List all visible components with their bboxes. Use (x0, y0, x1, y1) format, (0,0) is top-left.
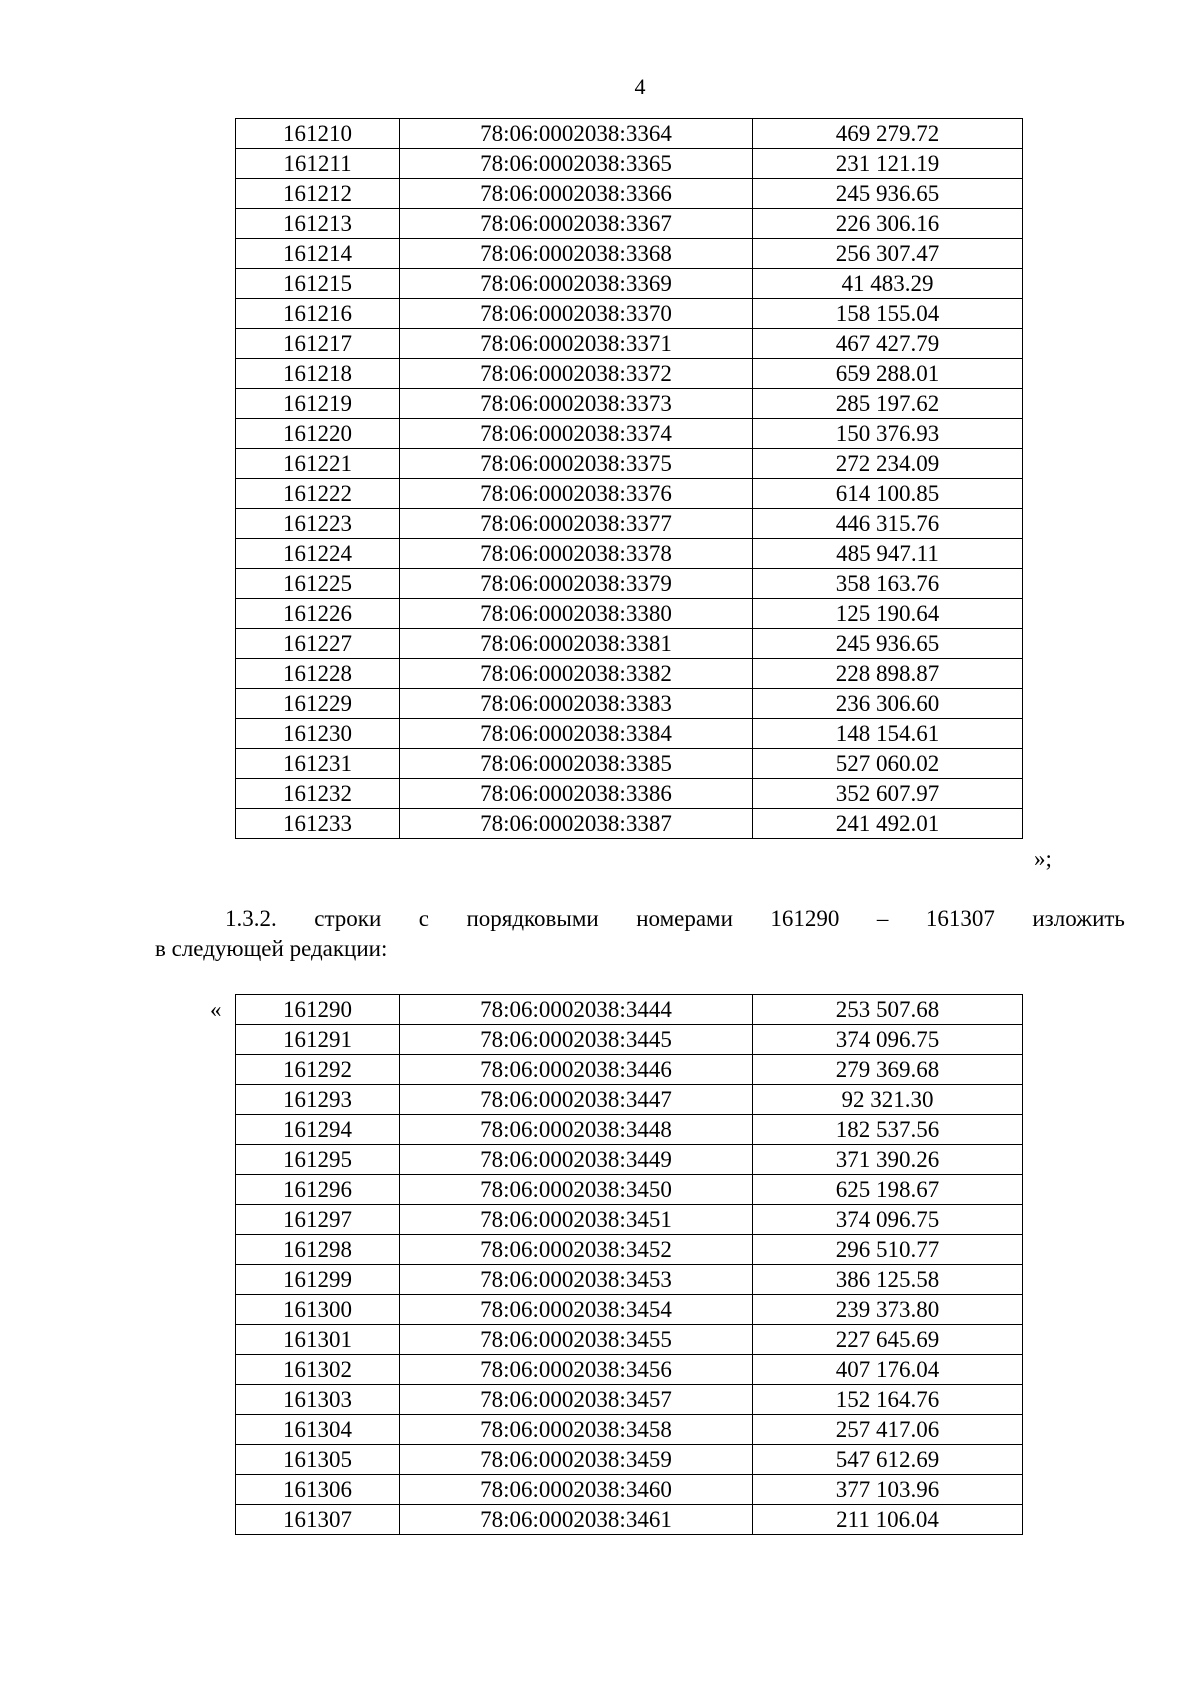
table-row (236, 599, 1023, 629)
row-number-cell: 161222 (236, 479, 400, 509)
cadastral-number-cell: 78:06:0002038:3450 (400, 1175, 753, 1205)
row-number-cell: 161292 (236, 1055, 400, 1085)
table-row (236, 1025, 1023, 1055)
amendment-paragraph-line-2: в следующей редакции: (155, 936, 388, 961)
paragraph-word: номерами (636, 906, 733, 931)
value-cell: 446 315.76 (753, 509, 1023, 539)
row-number-cell: 161295 (236, 1145, 400, 1175)
table-row (236, 1085, 1023, 1115)
value-cell: 374 096.75 (753, 1205, 1023, 1235)
value-cell: 236 306.60 (753, 689, 1023, 719)
paragraph-word: изложить (1032, 906, 1125, 931)
row-number-cell: 161228 (236, 659, 400, 689)
cadastral-number-cell: 78:06:0002038:3364 (400, 119, 753, 149)
value-cell: 158 155.04 (753, 299, 1023, 329)
cadastral-number-cell: 78:06:0002038:3382 (400, 659, 753, 689)
row-number-cell: 161299 (236, 1265, 400, 1295)
cadastral-number-cell: 78:06:0002038:3457 (400, 1385, 753, 1415)
table-row (236, 1475, 1023, 1505)
table-row (236, 1385, 1023, 1415)
table-row (236, 239, 1023, 269)
table-row (236, 149, 1023, 179)
paragraph-word: 161290 (770, 906, 840, 931)
cadastral-number-cell: 78:06:0002038:3384 (400, 719, 753, 749)
row-number-cell: 161213 (236, 209, 400, 239)
value-cell: 228 898.87 (753, 659, 1023, 689)
value-cell: 256 307.47 (753, 239, 1023, 269)
cadastral-number-cell: 78:06:0002038:3367 (400, 209, 753, 239)
row-number-cell: 161225 (236, 569, 400, 599)
row-number-cell: 161220 (236, 419, 400, 449)
cadastral-number-cell: 78:06:0002038:3451 (400, 1205, 753, 1235)
cadastral-number-cell: 78:06:0002038:3456 (400, 1355, 753, 1385)
cadastral-number-cell: 78:06:0002038:3380 (400, 599, 753, 629)
table-row (236, 1265, 1023, 1295)
paragraph-word: строки (314, 906, 382, 931)
value-cell: 257 417.06 (753, 1415, 1023, 1445)
table-row (236, 809, 1023, 839)
row-number-cell: 161305 (236, 1445, 400, 1475)
row-number-cell: 161221 (236, 449, 400, 479)
cadastral-number-cell: 78:06:0002038:3385 (400, 749, 753, 779)
cadastral-number-cell: 78:06:0002038:3461 (400, 1505, 753, 1535)
row-number-cell: 161210 (236, 119, 400, 149)
value-cell: 148 154.61 (753, 719, 1023, 749)
cadastral-number-cell: 78:06:0002038:3459 (400, 1445, 753, 1475)
cadastral-number-cell: 78:06:0002038:3379 (400, 569, 753, 599)
value-cell: 352 607.97 (753, 779, 1023, 809)
registry-table-2 (235, 994, 1023, 1535)
cadastral-number-cell: 78:06:0002038:3383 (400, 689, 753, 719)
table-row (236, 179, 1023, 209)
row-number-cell: 161214 (236, 239, 400, 269)
row-number-cell: 161217 (236, 329, 400, 359)
row-number-cell: 161232 (236, 779, 400, 809)
paragraph-word: 161307 (925, 906, 995, 931)
cadastral-number-cell: 78:06:0002038:3455 (400, 1325, 753, 1355)
value-cell: 625 198.67 (753, 1175, 1023, 1205)
cadastral-number-cell: 78:06:0002038:3366 (400, 179, 753, 209)
paragraph-word: порядковыми (466, 906, 599, 931)
value-cell: 547 612.69 (753, 1445, 1023, 1475)
value-cell: 239 373.80 (753, 1295, 1023, 1325)
opening-quote: « (210, 997, 222, 1022)
value-cell: 245 936.65 (753, 629, 1023, 659)
cadastral-number-cell: 78:06:0002038:3453 (400, 1265, 753, 1295)
value-cell: 245 936.65 (753, 179, 1023, 209)
row-number-cell: 161294 (236, 1115, 400, 1145)
table-row (236, 629, 1023, 659)
table-row (236, 779, 1023, 809)
row-number-cell: 161233 (236, 809, 400, 839)
row-number-cell: 161215 (236, 269, 400, 299)
closing-quote: »; (1034, 846, 1052, 871)
value-cell: 527 060.02 (753, 749, 1023, 779)
cadastral-number-cell: 78:06:0002038:3387 (400, 809, 753, 839)
value-cell: 226 306.16 (753, 209, 1023, 239)
cadastral-number-cell: 78:06:0002038:3449 (400, 1145, 753, 1175)
cadastral-number-cell: 78:06:0002038:3369 (400, 269, 753, 299)
table-row (236, 995, 1023, 1025)
table-row (236, 509, 1023, 539)
value-cell: 150 376.93 (753, 419, 1023, 449)
row-number-cell: 161297 (236, 1205, 400, 1235)
table-row (236, 719, 1023, 749)
cadastral-number-cell: 78:06:0002038:3454 (400, 1295, 753, 1325)
cadastral-number-cell: 78:06:0002038:3368 (400, 239, 753, 269)
row-number-cell: 161231 (236, 749, 400, 779)
table-row (236, 689, 1023, 719)
row-number-cell: 161291 (236, 1025, 400, 1055)
table-row (236, 209, 1023, 239)
row-number-cell: 161216 (236, 299, 400, 329)
table-row (236, 1205, 1023, 1235)
value-cell: 407 176.04 (753, 1355, 1023, 1385)
value-cell: 467 427.79 (753, 329, 1023, 359)
row-number-cell: 161293 (236, 1085, 400, 1115)
row-number-cell: 161224 (236, 539, 400, 569)
paragraph-word: 1.3.2. (225, 906, 277, 931)
value-cell: 279 369.68 (753, 1055, 1023, 1085)
cadastral-number-cell: 78:06:0002038:3447 (400, 1085, 753, 1115)
cadastral-number-cell: 78:06:0002038:3445 (400, 1025, 753, 1055)
cadastral-number-cell: 78:06:0002038:3376 (400, 479, 753, 509)
row-number-cell: 161303 (236, 1385, 400, 1415)
value-cell: 92 321.30 (753, 1085, 1023, 1115)
row-number-cell: 161296 (236, 1175, 400, 1205)
row-number-cell: 161229 (236, 689, 400, 719)
table-row (236, 299, 1023, 329)
cadastral-number-cell: 78:06:0002038:3386 (400, 779, 753, 809)
value-cell: 659 288.01 (753, 359, 1023, 389)
value-cell: 374 096.75 (753, 1025, 1023, 1055)
table-row (236, 479, 1023, 509)
value-cell: 272 234.09 (753, 449, 1023, 479)
cadastral-number-cell: 78:06:0002038:3373 (400, 389, 753, 419)
registry-table-1 (235, 118, 1023, 839)
cadastral-number-cell: 78:06:0002038:3448 (400, 1115, 753, 1145)
value-cell: 386 125.58 (753, 1265, 1023, 1295)
table-row (236, 1145, 1023, 1175)
table-row (236, 1295, 1023, 1325)
table-row (236, 449, 1023, 479)
value-cell: 231 121.19 (753, 149, 1023, 179)
page-number: 4 (634, 74, 646, 99)
value-cell: 241 492.01 (753, 809, 1023, 839)
table-row (236, 1055, 1023, 1085)
table-row (236, 749, 1023, 779)
cadastral-number-cell: 78:06:0002038:3458 (400, 1415, 753, 1445)
table-row (236, 1115, 1023, 1145)
value-cell: 614 100.85 (753, 479, 1023, 509)
row-number-cell: 161290 (236, 995, 400, 1025)
table-row (236, 1175, 1023, 1205)
paragraph-word: с (418, 906, 429, 931)
value-cell: 152 164.76 (753, 1385, 1023, 1415)
table-row (236, 359, 1023, 389)
table-row (236, 1355, 1023, 1385)
row-number-cell: 161307 (236, 1505, 400, 1535)
row-number-cell: 161212 (236, 179, 400, 209)
cadastral-number-cell: 78:06:0002038:3372 (400, 359, 753, 389)
row-number-cell: 161230 (236, 719, 400, 749)
table-row (236, 539, 1023, 569)
cadastral-number-cell: 78:06:0002038:3377 (400, 509, 753, 539)
row-number-cell: 161227 (236, 629, 400, 659)
cadastral-number-cell: 78:06:0002038:3375 (400, 449, 753, 479)
cadastral-number-cell: 78:06:0002038:3444 (400, 995, 753, 1025)
cadastral-number-cell: 78:06:0002038:3446 (400, 1055, 753, 1085)
cadastral-number-cell: 78:06:0002038:3452 (400, 1235, 753, 1265)
table-row (236, 1415, 1023, 1445)
table-row (236, 269, 1023, 299)
cadastral-number-cell: 78:06:0002038:3460 (400, 1475, 753, 1505)
row-number-cell: 161302 (236, 1355, 400, 1385)
table-row (236, 1235, 1023, 1265)
value-cell: 182 537.56 (753, 1115, 1023, 1145)
table-row (236, 1505, 1023, 1535)
cadastral-number-cell: 78:06:0002038:3371 (400, 329, 753, 359)
table-row (236, 419, 1023, 449)
row-number-cell: 161306 (236, 1475, 400, 1505)
value-cell: 371 390.26 (753, 1145, 1023, 1175)
cadastral-number-cell: 78:06:0002038:3374 (400, 419, 753, 449)
cadastral-number-cell: 78:06:0002038:3370 (400, 299, 753, 329)
row-number-cell: 161301 (236, 1325, 400, 1355)
table-row (236, 1445, 1023, 1475)
row-number-cell: 161300 (236, 1295, 400, 1325)
row-number-cell: 161223 (236, 509, 400, 539)
value-cell: 41 483.29 (753, 269, 1023, 299)
table-row (236, 119, 1023, 149)
table-row (236, 329, 1023, 359)
value-cell: 358 163.76 (753, 569, 1023, 599)
cadastral-number-cell: 78:06:0002038:3365 (400, 149, 753, 179)
value-cell: 125 190.64 (753, 599, 1023, 629)
row-number-cell: 161304 (236, 1415, 400, 1445)
table-row (236, 1325, 1023, 1355)
amendment-paragraph-line-1 (225, 906, 1125, 932)
row-number-cell: 161211 (236, 149, 400, 179)
value-cell: 227 645.69 (753, 1325, 1023, 1355)
table-row (236, 659, 1023, 689)
value-cell: 377 103.96 (753, 1475, 1023, 1505)
paragraph-word: – (876, 906, 889, 931)
row-number-cell: 161298 (236, 1235, 400, 1265)
table-row (236, 569, 1023, 599)
cadastral-number-cell: 78:06:0002038:3381 (400, 629, 753, 659)
value-cell: 296 510.77 (753, 1235, 1023, 1265)
value-cell: 469 279.72 (753, 119, 1023, 149)
row-number-cell: 161218 (236, 359, 400, 389)
cadastral-number-cell: 78:06:0002038:3378 (400, 539, 753, 569)
table-row (236, 389, 1023, 419)
row-number-cell: 161226 (236, 599, 400, 629)
value-cell: 285 197.62 (753, 389, 1023, 419)
value-cell: 211 106.04 (753, 1505, 1023, 1535)
row-number-cell: 161219 (236, 389, 400, 419)
value-cell: 253 507.68 (753, 995, 1023, 1025)
value-cell: 485 947.11 (753, 539, 1023, 569)
